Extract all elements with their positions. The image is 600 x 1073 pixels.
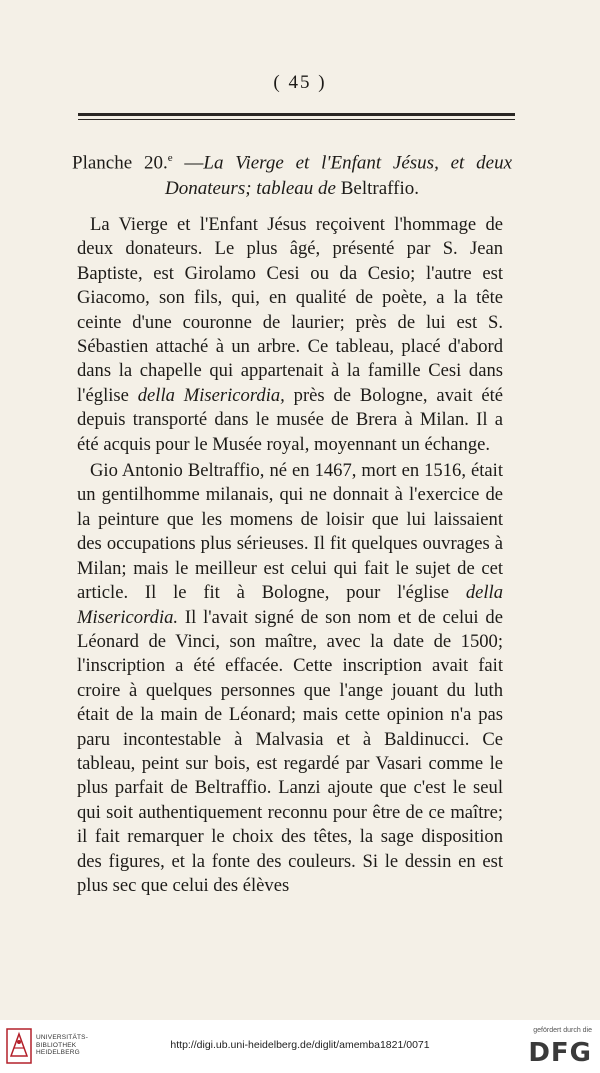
paragraph-1-text-b: près de Bologne, avait été depuis transporté dans le musée de Brera à Milan. Il a été acquis pour le Musée royal, moyennant un échange. [77, 384, 503, 455]
heading-prefix: Planche 20. [72, 152, 168, 174]
body-text [77, 213, 503, 898]
heading-subtitle: Donateurs; tableau de [165, 178, 336, 200]
plate-heading [72, 145, 512, 202]
digitization-footer [0, 1020, 600, 1073]
library-line-3: HEIDELBERG [36, 1049, 80, 1056]
funding-note: gefördert durch die [533, 1027, 592, 1034]
heading-title: La Vierge et l'Enfant Jésus, et deux [203, 152, 513, 174]
paragraph-2 [77, 459, 503, 898]
paragraph-2-italic: della Misericordia. [77, 582, 503, 628]
paragraph-1-italic: della Misericordia, [137, 384, 285, 406]
heading-artist: Beltraffio. [335, 178, 419, 200]
paragraph-1 [77, 213, 503, 457]
heading-sup: e [167, 152, 173, 164]
thin-rule [78, 119, 515, 120]
source-url-link[interactable]: http://digi.ub.uni-heidelberg.de/diglit/amemba1821/0071 [170, 1039, 430, 1051]
heading-line-2 [72, 176, 512, 202]
paragraph-2-text-b: Il l'avait signé de son nom et de celui de Léonard de Vinci, son maître, avec la date de 1500; l'inscription a été effacée. Cette inscription avait fait croire à quelques personnes que l'ange jouant du luth était de la main de Léonard; mais cette opinion n'a pas paru incontestable à Malvasia et à Baldinucci. Ce tableau, peint sur bois, est regardé par Vasari comme le plus parfait de Beltraffio. Lanzi ajoute que c'est le seul qui soit authentiquement reconnu pour être de ce maître; il fait remarquer le choix des têtes, la sage disposition des figures, et la fonte des couleurs. Si le dessin en est plus sec que celui des élèves [77, 606, 503, 896]
page-number: ( 45 ) [273, 72, 327, 93]
library-line-2: BIBLIOTHEK [36, 1041, 77, 1049]
dfg-logo: DFG [528, 1038, 592, 1068]
library-line-1: UNIVERSITÄTS- [36, 1034, 89, 1041]
paragraph-1-text-a: La Vierge et l'Enfant Jésus reçoivent l'hommage de deux donateurs. Le plus âgé, présenté par S. Jean Baptiste, est Girolamo Cesi ou da Cesio; l'autre est Giacomo, son fils, qui, en qualité de poète, a la tête ceinte d'une couronne de laurier; près de lui est S. Sébastien attaché à un arbre. Ce tableau, placé d'abord dans la chapelle qui appartenait à la famille Cesi dans l'église [77, 214, 503, 406]
heading-dash: — [172, 152, 204, 174]
paragraph-2-text-a: Gio Antonio Beltraffio, né en 1467, mort en 1516, était un gentilhomme milanais, qui ne donnait à l'exercice de la peinture que les momens de loisir que lui laissaient des occupations plus sérieuses. Il fit quelques ouvrages à Milan; mais le meilleur est celui qui fait le sujet de cet article. Il le fit à Bologne, pour l'église [77, 460, 503, 604]
heading-line-1 [72, 145, 512, 176]
heavy-rule [78, 113, 515, 116]
